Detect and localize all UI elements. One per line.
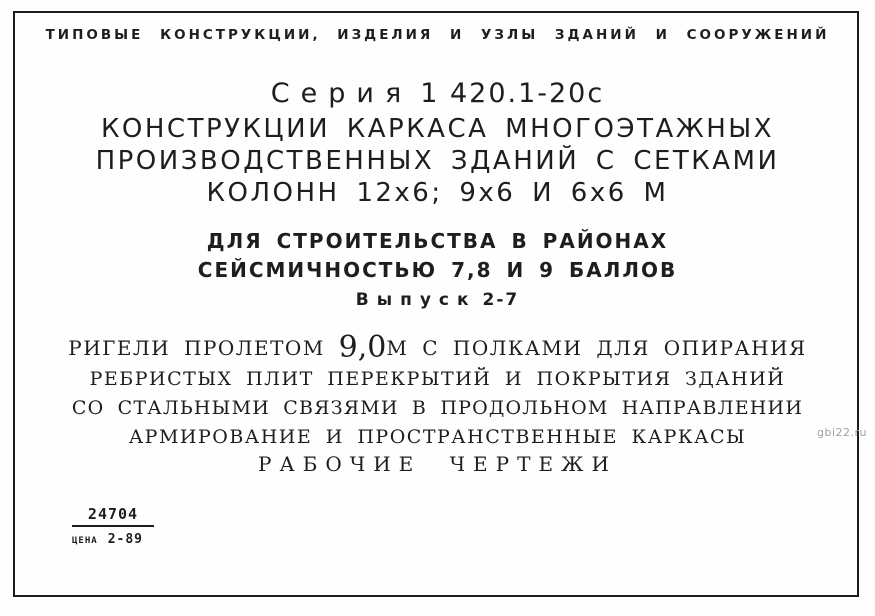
series-word: Серия bbox=[270, 78, 413, 109]
series-line bbox=[20, 78, 855, 109]
site-watermark: gbi22.ru bbox=[817, 426, 868, 439]
series-number: 1 420.1-20с bbox=[420, 78, 605, 109]
description-line-2: РЕБРИСТЫХ ПЛИТ ПЕРЕКРЫТИЙ И ПОКРЫТИЯ ЗДАНИЙ bbox=[89, 368, 786, 390]
stamp-price-row bbox=[72, 528, 154, 547]
main-title-line-3: КОЛОНН 12х6; 9х6 И 6х6 М bbox=[206, 178, 669, 208]
issue-word: Выпуск bbox=[355, 290, 477, 310]
working-drawings-line: РАБОЧИЕ ЧЕРТЕЖИ bbox=[258, 452, 617, 476]
main-title-line-1: КОНСТРУКЦИИ КАРКАСА МНОГОЭТАЖНЫХ bbox=[100, 114, 775, 144]
issue-number: 2-7 bbox=[482, 290, 520, 310]
span-length-value: 9,0 bbox=[338, 330, 387, 365]
description-line-3: СО СТАЛЬНЫМИ СВЯЗЯМИ В ПРОДОЛЬНОМ НАПРАВЛЕНИИ bbox=[71, 397, 804, 419]
description-line-4: АРМИРОВАНИЕ И ПРОСТРАНСТВЕННЫЕ КАРКАСЫ bbox=[128, 426, 747, 448]
price-value: 2-89 bbox=[107, 532, 143, 547]
stamp-number: 24704 bbox=[72, 505, 154, 527]
price-label: ЦЕНА bbox=[72, 536, 98, 546]
seismic-subtitle-line-1: ДЛЯ СТРОИТЕЛЬСТВА В РАЙОНАХ bbox=[206, 229, 669, 253]
issue-line bbox=[20, 290, 855, 310]
description-line-1 bbox=[20, 330, 855, 365]
description-line-1-pre: РИГЕЛИ ПРОЛЕТОМ bbox=[68, 336, 339, 360]
price-stamp bbox=[72, 505, 154, 547]
description-line-1-rest: М С ПОЛКАМИ ДЛЯ ОПИРАНИЯ bbox=[386, 336, 807, 360]
document-header-line: ТИПОВЫЕ КОНСТРУКЦИИ, ИЗДЕЛИЯ И УЗЛЫ ЗДАНИЙ И СООРУЖЕНИЙ bbox=[45, 27, 830, 43]
main-title-line-2: ПРОИЗВОДСТВЕННЫХ ЗДАНИЙ С СЕТКАМИ bbox=[95, 146, 780, 176]
seismic-subtitle-line-2: СЕЙСМИЧНОСТЬЮ 7,8 И 9 БАЛЛОВ bbox=[197, 258, 678, 282]
